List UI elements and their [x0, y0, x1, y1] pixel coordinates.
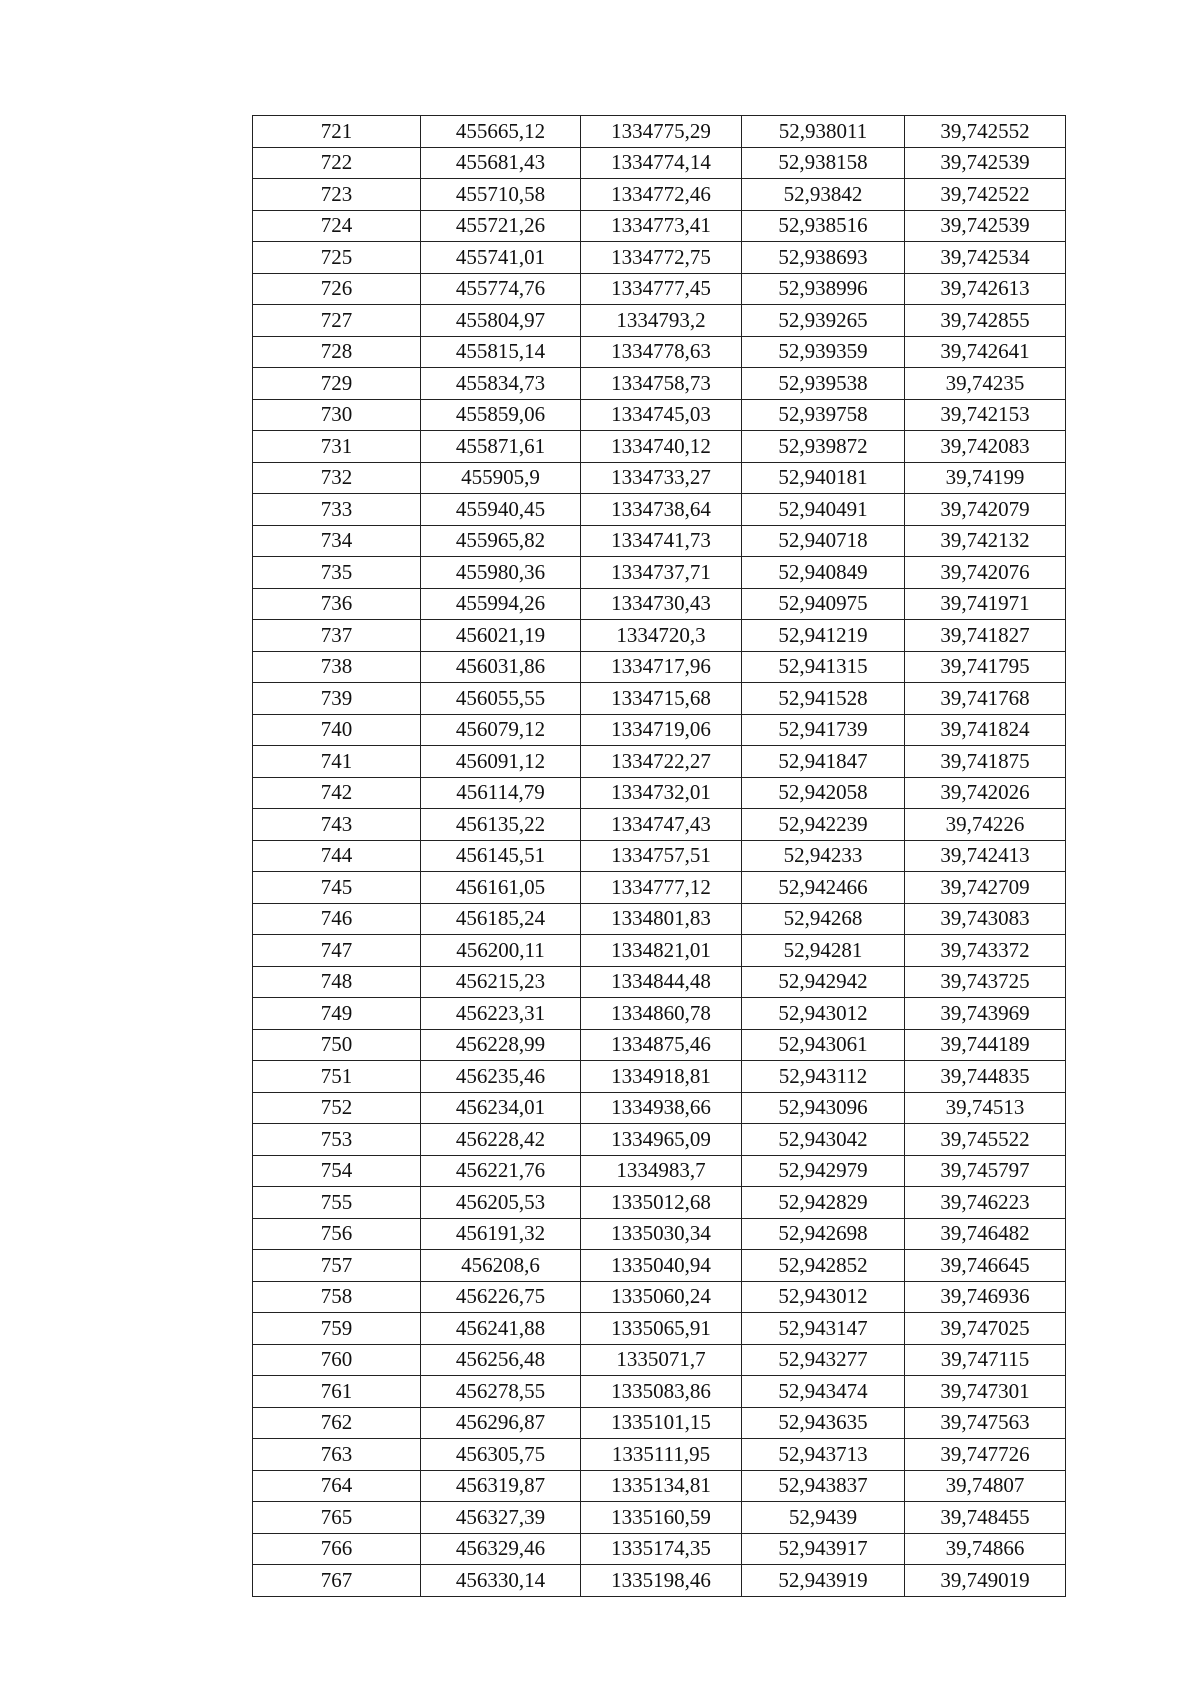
longitude-cell: 39,74513 [905, 1092, 1066, 1124]
latitude-cell: 52,94281 [742, 935, 905, 967]
longitude-cell: 39,742641 [905, 336, 1066, 368]
longitude-cell: 39,74199 [905, 462, 1066, 494]
table-row [253, 1250, 1066, 1282]
longitude-cell: 39,741875 [905, 746, 1066, 778]
point-number-cell: 723 [253, 179, 421, 211]
longitude-cell: 39,746482 [905, 1218, 1066, 1250]
table-row [253, 273, 1066, 305]
longitude-cell: 39,742083 [905, 431, 1066, 463]
latitude-cell: 52,942239 [742, 809, 905, 841]
table-row [253, 210, 1066, 242]
latitude-cell: 52,943917 [742, 1533, 905, 1565]
table-row [253, 1376, 1066, 1408]
point-number-cell: 741 [253, 746, 421, 778]
longitude-cell: 39,742026 [905, 777, 1066, 809]
point-number-cell: 745 [253, 872, 421, 904]
point-number-cell: 763 [253, 1439, 421, 1471]
latitude-cell: 52,9439 [742, 1502, 905, 1534]
point-number-cell: 760 [253, 1344, 421, 1376]
longitude-cell: 39,747301 [905, 1376, 1066, 1408]
x-coordinate-cell: 456330,14 [421, 1565, 581, 1597]
point-number-cell: 725 [253, 242, 421, 274]
latitude-cell: 52,943713 [742, 1439, 905, 1471]
latitude-cell: 52,941315 [742, 651, 905, 683]
y-coordinate-cell: 1334758,73 [581, 368, 742, 400]
table-row [253, 431, 1066, 463]
point-number-cell: 735 [253, 557, 421, 589]
point-number-cell: 766 [253, 1533, 421, 1565]
table-row [253, 1533, 1066, 1565]
point-number-cell: 739 [253, 683, 421, 715]
y-coordinate-cell: 1334772,46 [581, 179, 742, 211]
x-coordinate-cell: 455940,45 [421, 494, 581, 526]
longitude-cell: 39,741827 [905, 620, 1066, 652]
y-coordinate-cell: 1334918,81 [581, 1061, 742, 1093]
longitude-cell: 39,74866 [905, 1533, 1066, 1565]
y-coordinate-cell: 1334719,06 [581, 714, 742, 746]
point-number-cell: 755 [253, 1187, 421, 1219]
latitude-cell: 52,939265 [742, 305, 905, 337]
point-number-cell: 761 [253, 1376, 421, 1408]
x-coordinate-cell: 455741,01 [421, 242, 581, 274]
x-coordinate-cell: 455834,73 [421, 368, 581, 400]
table-row [253, 494, 1066, 526]
x-coordinate-cell: 456200,11 [421, 935, 581, 967]
table-row [253, 1313, 1066, 1345]
longitude-cell: 39,742709 [905, 872, 1066, 904]
table-row [253, 147, 1066, 179]
x-coordinate-cell: 455804,97 [421, 305, 581, 337]
point-number-cell: 733 [253, 494, 421, 526]
x-coordinate-cell: 456208,6 [421, 1250, 581, 1282]
y-coordinate-cell: 1334722,27 [581, 746, 742, 778]
table-row [253, 368, 1066, 400]
point-number-cell: 754 [253, 1155, 421, 1187]
longitude-cell: 39,748455 [905, 1502, 1066, 1534]
x-coordinate-cell: 456161,05 [421, 872, 581, 904]
point-number-cell: 722 [253, 147, 421, 179]
table-row [253, 336, 1066, 368]
x-coordinate-cell: 456031,86 [421, 651, 581, 683]
longitude-cell: 39,747563 [905, 1407, 1066, 1439]
coordinates-table-body [253, 116, 1066, 1597]
table-row [253, 966, 1066, 998]
latitude-cell: 52,942942 [742, 966, 905, 998]
y-coordinate-cell: 1334745,03 [581, 399, 742, 431]
longitude-cell: 39,749019 [905, 1565, 1066, 1597]
table-row [253, 557, 1066, 589]
y-coordinate-cell: 1334733,27 [581, 462, 742, 494]
latitude-cell: 52,943277 [742, 1344, 905, 1376]
table-row [253, 872, 1066, 904]
y-coordinate-cell: 1334860,78 [581, 998, 742, 1030]
y-coordinate-cell: 1334773,41 [581, 210, 742, 242]
y-coordinate-cell: 1334715,68 [581, 683, 742, 715]
latitude-cell: 52,943837 [742, 1470, 905, 1502]
x-coordinate-cell: 456135,22 [421, 809, 581, 841]
table-row [253, 1502, 1066, 1534]
y-coordinate-cell: 1335111,95 [581, 1439, 742, 1471]
latitude-cell: 52,940491 [742, 494, 905, 526]
latitude-cell: 52,942829 [742, 1187, 905, 1219]
table-row [253, 525, 1066, 557]
y-coordinate-cell: 1334747,43 [581, 809, 742, 841]
latitude-cell: 52,943012 [742, 1281, 905, 1313]
x-coordinate-cell: 456221,76 [421, 1155, 581, 1187]
point-number-cell: 751 [253, 1061, 421, 1093]
latitude-cell: 52,938516 [742, 210, 905, 242]
x-coordinate-cell: 456145,51 [421, 840, 581, 872]
latitude-cell: 52,94233 [742, 840, 905, 872]
point-number-cell: 758 [253, 1281, 421, 1313]
x-coordinate-cell: 456329,46 [421, 1533, 581, 1565]
y-coordinate-cell: 1334778,63 [581, 336, 742, 368]
longitude-cell: 39,742613 [905, 273, 1066, 305]
latitude-cell: 52,941528 [742, 683, 905, 715]
x-coordinate-cell: 455681,43 [421, 147, 581, 179]
x-coordinate-cell: 456228,99 [421, 1029, 581, 1061]
y-coordinate-cell: 1335012,68 [581, 1187, 742, 1219]
table-row [253, 462, 1066, 494]
y-coordinate-cell: 1334738,64 [581, 494, 742, 526]
y-coordinate-cell: 1334737,71 [581, 557, 742, 589]
point-number-cell: 732 [253, 462, 421, 494]
table-row [253, 998, 1066, 1030]
table-row [253, 1092, 1066, 1124]
y-coordinate-cell: 1334774,14 [581, 147, 742, 179]
x-coordinate-cell: 455815,14 [421, 336, 581, 368]
table-row [253, 588, 1066, 620]
latitude-cell: 52,941847 [742, 746, 905, 778]
point-number-cell: 744 [253, 840, 421, 872]
latitude-cell: 52,938011 [742, 116, 905, 148]
table-row [253, 1187, 1066, 1219]
y-coordinate-cell: 1334732,01 [581, 777, 742, 809]
point-number-cell: 730 [253, 399, 421, 431]
latitude-cell: 52,940718 [742, 525, 905, 557]
y-coordinate-cell: 1335101,15 [581, 1407, 742, 1439]
table-row [253, 903, 1066, 935]
table-row [253, 179, 1066, 211]
x-coordinate-cell: 456021,19 [421, 620, 581, 652]
point-number-cell: 731 [253, 431, 421, 463]
y-coordinate-cell: 1334757,51 [581, 840, 742, 872]
longitude-cell: 39,743083 [905, 903, 1066, 935]
point-number-cell: 750 [253, 1029, 421, 1061]
table-row [253, 1124, 1066, 1156]
point-number-cell: 753 [253, 1124, 421, 1156]
y-coordinate-cell: 1334775,29 [581, 116, 742, 148]
table-row [253, 1470, 1066, 1502]
x-coordinate-cell: 456215,23 [421, 966, 581, 998]
table-row [253, 242, 1066, 274]
point-number-cell: 736 [253, 588, 421, 620]
point-number-cell: 762 [253, 1407, 421, 1439]
x-coordinate-cell: 456296,87 [421, 1407, 581, 1439]
latitude-cell: 52,940975 [742, 588, 905, 620]
latitude-cell: 52,943919 [742, 1565, 905, 1597]
x-coordinate-cell: 455980,36 [421, 557, 581, 589]
y-coordinate-cell: 1335071,7 [581, 1344, 742, 1376]
latitude-cell: 52,940849 [742, 557, 905, 589]
y-coordinate-cell: 1334801,83 [581, 903, 742, 935]
y-coordinate-cell: 1334821,01 [581, 935, 742, 967]
longitude-cell: 39,742076 [905, 557, 1066, 589]
point-number-cell: 752 [253, 1092, 421, 1124]
longitude-cell: 39,742534 [905, 242, 1066, 274]
point-number-cell: 747 [253, 935, 421, 967]
y-coordinate-cell: 1335174,35 [581, 1533, 742, 1565]
longitude-cell: 39,744835 [905, 1061, 1066, 1093]
x-coordinate-cell: 456319,87 [421, 1470, 581, 1502]
x-coordinate-cell: 456185,24 [421, 903, 581, 935]
x-coordinate-cell: 455994,26 [421, 588, 581, 620]
y-coordinate-cell: 1335060,24 [581, 1281, 742, 1313]
latitude-cell: 52,943096 [742, 1092, 905, 1124]
latitude-cell: 52,938996 [742, 273, 905, 305]
x-coordinate-cell: 455871,61 [421, 431, 581, 463]
table-row [253, 1407, 1066, 1439]
longitude-cell: 39,741768 [905, 683, 1066, 715]
x-coordinate-cell: 455774,76 [421, 273, 581, 305]
point-number-cell: 759 [253, 1313, 421, 1345]
y-coordinate-cell: 1334793,2 [581, 305, 742, 337]
longitude-cell: 39,745797 [905, 1155, 1066, 1187]
longitude-cell: 39,747115 [905, 1344, 1066, 1376]
y-coordinate-cell: 1335160,59 [581, 1502, 742, 1534]
longitude-cell: 39,742855 [905, 305, 1066, 337]
table-row [253, 683, 1066, 715]
y-coordinate-cell: 1335134,81 [581, 1470, 742, 1502]
y-coordinate-cell: 1335040,94 [581, 1250, 742, 1282]
latitude-cell: 52,93842 [742, 179, 905, 211]
point-number-cell: 746 [253, 903, 421, 935]
table-row [253, 1565, 1066, 1597]
point-number-cell: 729 [253, 368, 421, 400]
latitude-cell: 52,939538 [742, 368, 905, 400]
table-row [253, 809, 1066, 841]
point-number-cell: 728 [253, 336, 421, 368]
x-coordinate-cell: 456256,48 [421, 1344, 581, 1376]
point-number-cell: 757 [253, 1250, 421, 1282]
x-coordinate-cell: 456278,55 [421, 1376, 581, 1408]
table-row [253, 651, 1066, 683]
point-number-cell: 748 [253, 966, 421, 998]
longitude-cell: 39,743969 [905, 998, 1066, 1030]
longitude-cell: 39,742413 [905, 840, 1066, 872]
x-coordinate-cell: 455721,26 [421, 210, 581, 242]
longitude-cell: 39,742079 [905, 494, 1066, 526]
longitude-cell: 39,746223 [905, 1187, 1066, 1219]
latitude-cell: 52,943061 [742, 1029, 905, 1061]
point-number-cell: 740 [253, 714, 421, 746]
y-coordinate-cell: 1335083,86 [581, 1376, 742, 1408]
x-coordinate-cell: 456235,46 [421, 1061, 581, 1093]
point-number-cell: 734 [253, 525, 421, 557]
latitude-cell: 52,941219 [742, 620, 905, 652]
table-row [253, 305, 1066, 337]
table-row [253, 1344, 1066, 1376]
x-coordinate-cell: 455665,12 [421, 116, 581, 148]
x-coordinate-cell: 456228,42 [421, 1124, 581, 1156]
longitude-cell: 39,746645 [905, 1250, 1066, 1282]
table-row [253, 777, 1066, 809]
y-coordinate-cell: 1334983,7 [581, 1155, 742, 1187]
latitude-cell: 52,940181 [742, 462, 905, 494]
longitude-cell: 39,744189 [905, 1029, 1066, 1061]
latitude-cell: 52,941739 [742, 714, 905, 746]
y-coordinate-cell: 1334717,96 [581, 651, 742, 683]
latitude-cell: 52,939359 [742, 336, 905, 368]
longitude-cell: 39,742539 [905, 147, 1066, 179]
latitude-cell: 52,942698 [742, 1218, 905, 1250]
point-number-cell: 749 [253, 998, 421, 1030]
latitude-cell: 52,943147 [742, 1313, 905, 1345]
latitude-cell: 52,943635 [742, 1407, 905, 1439]
y-coordinate-cell: 1334844,48 [581, 966, 742, 998]
table-row [253, 1439, 1066, 1471]
table-row [253, 746, 1066, 778]
x-coordinate-cell: 456205,53 [421, 1187, 581, 1219]
point-number-cell: 764 [253, 1470, 421, 1502]
longitude-cell: 39,742153 [905, 399, 1066, 431]
latitude-cell: 52,942058 [742, 777, 905, 809]
point-number-cell: 724 [253, 210, 421, 242]
y-coordinate-cell: 1334965,09 [581, 1124, 742, 1156]
x-coordinate-cell: 455905,9 [421, 462, 581, 494]
x-coordinate-cell: 456055,55 [421, 683, 581, 715]
longitude-cell: 39,74807 [905, 1470, 1066, 1502]
point-number-cell: 737 [253, 620, 421, 652]
x-coordinate-cell: 456223,31 [421, 998, 581, 1030]
x-coordinate-cell: 455965,82 [421, 525, 581, 557]
longitude-cell: 39,742552 [905, 116, 1066, 148]
x-coordinate-cell: 456305,75 [421, 1439, 581, 1471]
x-coordinate-cell: 456114,79 [421, 777, 581, 809]
longitude-cell: 39,741795 [905, 651, 1066, 683]
x-coordinate-cell: 456079,12 [421, 714, 581, 746]
longitude-cell: 39,746936 [905, 1281, 1066, 1313]
latitude-cell: 52,942979 [742, 1155, 905, 1187]
y-coordinate-cell: 1335198,46 [581, 1565, 742, 1597]
latitude-cell: 52,943112 [742, 1061, 905, 1093]
latitude-cell: 52,94268 [742, 903, 905, 935]
y-coordinate-cell: 1335065,91 [581, 1313, 742, 1345]
y-coordinate-cell: 1334777,45 [581, 273, 742, 305]
table-row [253, 116, 1066, 148]
x-coordinate-cell: 456327,39 [421, 1502, 581, 1534]
point-number-cell: 743 [253, 809, 421, 841]
y-coordinate-cell: 1334720,3 [581, 620, 742, 652]
point-number-cell: 726 [253, 273, 421, 305]
longitude-cell: 39,745522 [905, 1124, 1066, 1156]
latitude-cell: 52,942852 [742, 1250, 905, 1282]
longitude-cell: 39,742539 [905, 210, 1066, 242]
longitude-cell: 39,747726 [905, 1439, 1066, 1471]
longitude-cell: 39,742522 [905, 179, 1066, 211]
y-coordinate-cell: 1334730,43 [581, 588, 742, 620]
table-row [253, 620, 1066, 652]
y-coordinate-cell: 1335030,34 [581, 1218, 742, 1250]
latitude-cell: 52,943012 [742, 998, 905, 1030]
x-coordinate-cell: 455859,06 [421, 399, 581, 431]
latitude-cell: 52,939758 [742, 399, 905, 431]
point-number-cell: 742 [253, 777, 421, 809]
point-number-cell: 738 [253, 651, 421, 683]
point-number-cell: 721 [253, 116, 421, 148]
table-row [253, 1218, 1066, 1250]
x-coordinate-cell: 455710,58 [421, 179, 581, 211]
longitude-cell: 39,741824 [905, 714, 1066, 746]
longitude-cell: 39,74235 [905, 368, 1066, 400]
table-row [253, 935, 1066, 967]
x-coordinate-cell: 456226,75 [421, 1281, 581, 1313]
longitude-cell: 39,743372 [905, 935, 1066, 967]
latitude-cell: 52,938693 [742, 242, 905, 274]
longitude-cell: 39,747025 [905, 1313, 1066, 1345]
x-coordinate-cell: 456091,12 [421, 746, 581, 778]
table-row [253, 1061, 1066, 1093]
point-number-cell: 767 [253, 1565, 421, 1597]
y-coordinate-cell: 1334772,75 [581, 242, 742, 274]
table-row [253, 1029, 1066, 1061]
latitude-cell: 52,938158 [742, 147, 905, 179]
y-coordinate-cell: 1334777,12 [581, 872, 742, 904]
y-coordinate-cell: 1334741,73 [581, 525, 742, 557]
x-coordinate-cell: 456234,01 [421, 1092, 581, 1124]
y-coordinate-cell: 1334875,46 [581, 1029, 742, 1061]
coordinates-table [252, 115, 1066, 1597]
point-number-cell: 727 [253, 305, 421, 337]
longitude-cell: 39,74226 [905, 809, 1066, 841]
longitude-cell: 39,741971 [905, 588, 1066, 620]
table-row [253, 840, 1066, 872]
longitude-cell: 39,743725 [905, 966, 1066, 998]
point-number-cell: 756 [253, 1218, 421, 1250]
latitude-cell: 52,943474 [742, 1376, 905, 1408]
table-row [253, 1281, 1066, 1313]
latitude-cell: 52,943042 [742, 1124, 905, 1156]
x-coordinate-cell: 456191,32 [421, 1218, 581, 1250]
y-coordinate-cell: 1334938,66 [581, 1092, 742, 1124]
table-row [253, 399, 1066, 431]
latitude-cell: 52,942466 [742, 872, 905, 904]
table-row [253, 1155, 1066, 1187]
x-coordinate-cell: 456241,88 [421, 1313, 581, 1345]
table-row [253, 714, 1066, 746]
longitude-cell: 39,742132 [905, 525, 1066, 557]
point-number-cell: 765 [253, 1502, 421, 1534]
latitude-cell: 52,939872 [742, 431, 905, 463]
y-coordinate-cell: 1334740,12 [581, 431, 742, 463]
